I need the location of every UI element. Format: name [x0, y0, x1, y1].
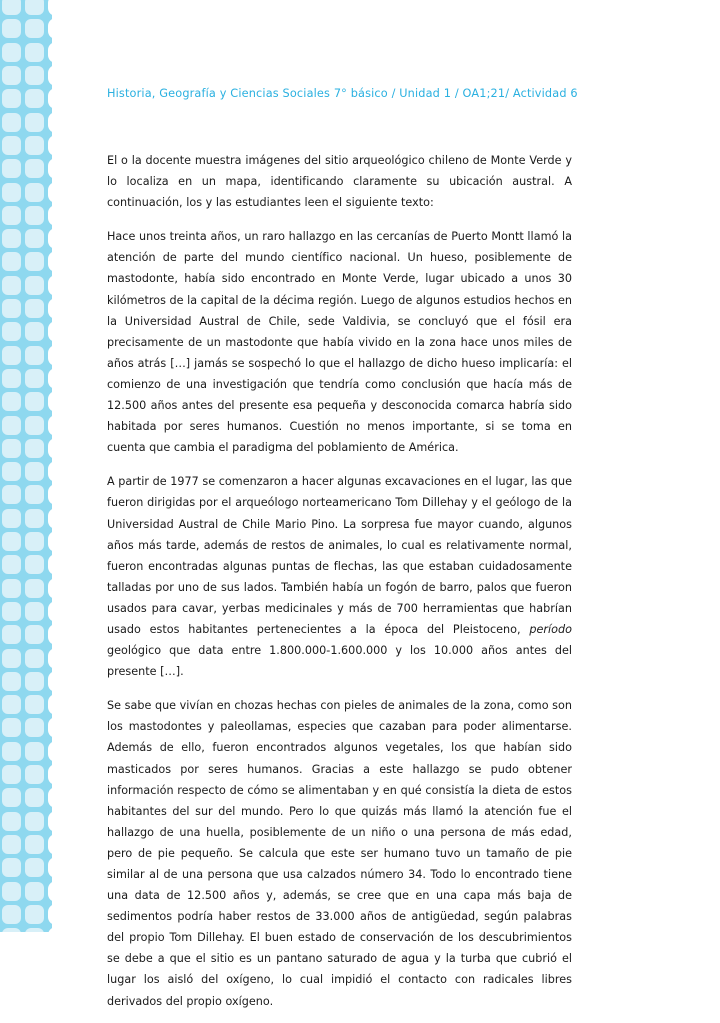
paragraph-chozas: Se sabe que vivían en chozas hechas con pieles de animales de la zona, como son los mastodontes y paleollamas, especies que cazaban para poder alimentarse. Además de ello, fueron encontrados algunos vegetales, los que habían sido masticados por seres humanos. Gracias a este hallazgo se pudo obtener información respecto de cómo se alimentaban y en qué consistía la dieta de estos habitantes del sur del mundo. Pero lo que quizás más llamó la atención fue el hallazgo de una huella, posiblemente de un niño o una persona de más edad, pero de pie pequeño. Se calcula que este ser humano tuvo un tamaño de pie similar al de una persona que usa calzados número 34. Todo lo encontrado tiene una data de 12.500 años y, además, se cree que en una capa más baja de sedimentos podría haber restos de 33.000 años de antigüedad, según palabras del propio Tom Dillehay. El buen estado de conservación de los descubrimientos se debe a que el sitio es un pantano saturado de agua y la turba que cubrió el lugar los aisló del oxígeno, lo cual impidió el contacto con radicales libres derivados del propio oxígeno.: [107, 699, 572, 1008]
paragraph-hallazgo: Hace unos treinta años, un raro hallazgo en las cercanías de Puerto Montt llamó la atención de parte del mundo científico nacional. Un hueso, posiblemente de mastodonte, había sido encontrado en Monte Verde, lugar ubicado a unos 30 kilómetros de la capital de la décima región. Luego de algunos estudios hechos en la Universidad Austral de Chile, sede Valdivia, se concluyó que el fósil era precisamente de un mastodonte que había vivido en la zona hace unos miles de años atrás […] jamás se sospechó lo que el hallazgo de dicho hueso implicaría: el comienzo de una investigación que tendría como conclusión que hacía más de 12.500 años antes del presente esa pequeña y desconocida comarca habría sido habitada por seres humanos. Cuestión no menos importante, si se toma en cuenta que cambia el paradigma del poblamiento de América.: [107, 230, 572, 455]
document-breadcrumb-header: Historia, Geografía y Ciencias Sociales 7° básico / Unidad 1 / OA1;21/ Actividad 6: [107, 87, 578, 100]
paragraph-intro: El o la docente muestra imágenes del sitio arqueológico chileno de Monte Verde y lo localiza en un mapa, identificando claramente su ubicación austral. A continuación, los y las estudiantes leen el siguiente texto:: [107, 154, 572, 210]
document-content: [107, 0, 578, 1023]
italic-term: período: [529, 622, 572, 636]
paragraph-excavaciones: A partir de 1977 se comenzaron a hacer algunas excavaciones en el lugar, las que fueron dirigidas por el arqueólogo norteamericano Tom Dillehay y el geólogo de la Universidad Austral de Chile Mario Pino. La sorpresa fue mayor cuando, algunos años más tarde, además de restos de animales, lo cual es relativamente normal, fueron encontradas algunas puntas de flechas, las que estaban cuidadosamente talladas por uno de sus lados. También había un fogón de barro, palos que fueron usados para cavar, yerbas medicinales y más de 700 herramientas que habrían usado estos habitantes pertenecientes a la época del Pleistoceno, período geológico que data entre 1.800.000-1.600.000 y los 10.000 años antes del presente […].: [107, 475, 572, 679]
